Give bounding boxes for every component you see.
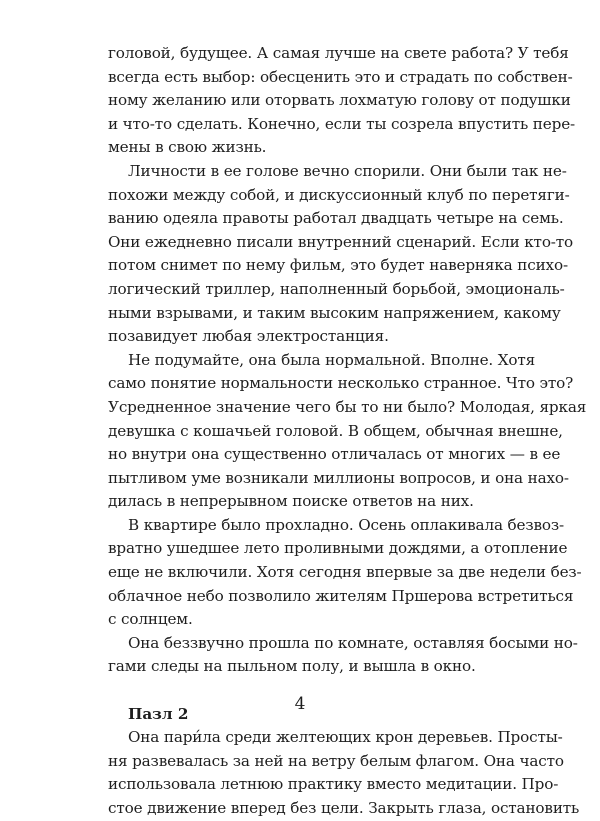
text-line: Они ежедневно писали внутренний сценарий. Если кто-то	[108, 232, 574, 251]
text-line: но внутри она существенно отличалась от многих — в ее	[108, 445, 561, 464]
text-line: использовала летнюю практику вместо медитации. Про-	[108, 775, 559, 794]
text-line: логический триллер, наполненный борьбой, эмоциональ-	[108, 279, 565, 298]
text-line: девушка с кошачьей головой. В общем, обычная внешне,	[108, 421, 563, 440]
text-line: само понятие нормальности несколько странное. Что это?	[108, 374, 574, 393]
text-line: вратно ушедшее лето проливными дождями, а отопление	[108, 539, 568, 558]
section-heading: Пазл 2	[128, 704, 189, 723]
text-line: пытливом уме возникали миллионы вопросов, и она нахо-	[108, 468, 569, 487]
text-line: Не подумайте, она была нормальной. Вполне. Хотя	[128, 350, 536, 369]
text-line: потом снимет по нему фильм, это будет наверняка психо-	[108, 256, 568, 275]
text-line: позавидует любая электростанция.	[108, 327, 389, 346]
text-lines-after-heading	[108, 726, 580, 820]
text-line: облачное небо позволило жителям Пршерова встретиться	[108, 586, 574, 605]
text-line: стое движение вперед без цели. Закрыть глаза, остановить	[108, 799, 580, 817]
text-line: гами следы на пыльном полу, и вышла в окно.	[108, 657, 476, 676]
text-line: Она пари́ла среди желтеющих крон деревьев. Просты-	[128, 728, 563, 747]
text-line: В квартире было прохладно. Осень оплакивала безвоз-	[128, 515, 565, 534]
text-line: и что-то сделать. Конечно, если ты созрела впустить пере-	[108, 114, 576, 133]
text-line: ными взрывами, и таким высоким напряжением, какому	[108, 303, 561, 322]
text-lines-before-heading	[108, 42, 587, 679]
text-line: ванию одеяла правоты работал двадцать четыре на семь.	[108, 209, 564, 228]
text-line: всегда есть выбор: обесценить это и страдать по собствен-	[108, 67, 573, 86]
text-line: мены в свою жизнь.	[108, 138, 267, 157]
page-number: 4	[294, 694, 306, 714]
text-line: Усредненное значение чего бы то ни было? Молодая, яркая	[108, 397, 587, 416]
text-line: Она беззвучно прошла по комнате, оставляя босыми но-	[128, 633, 578, 652]
text-line: ному желанию или оторвать лохматую голову от подушки	[108, 91, 571, 110]
text-line: дилась в непрерывном поиске ответов на них.	[108, 492, 474, 511]
text-line: похожи между собой, и дискуссионный клуб по перетяги-	[108, 185, 570, 204]
text-line: Личности в ее голове вечно спорили. Они были так не-	[128, 161, 567, 180]
text-line: ня развевалась за ней на ветру белым флагом. Она часто	[108, 751, 564, 770]
text-line: с солнцем.	[108, 610, 193, 629]
text-line: еще не включили. Хотя сегодня впервые за две недели без-	[108, 563, 582, 582]
text-line: головой, будущее. А самая лучше на свете работа? У тебя	[108, 44, 569, 62]
